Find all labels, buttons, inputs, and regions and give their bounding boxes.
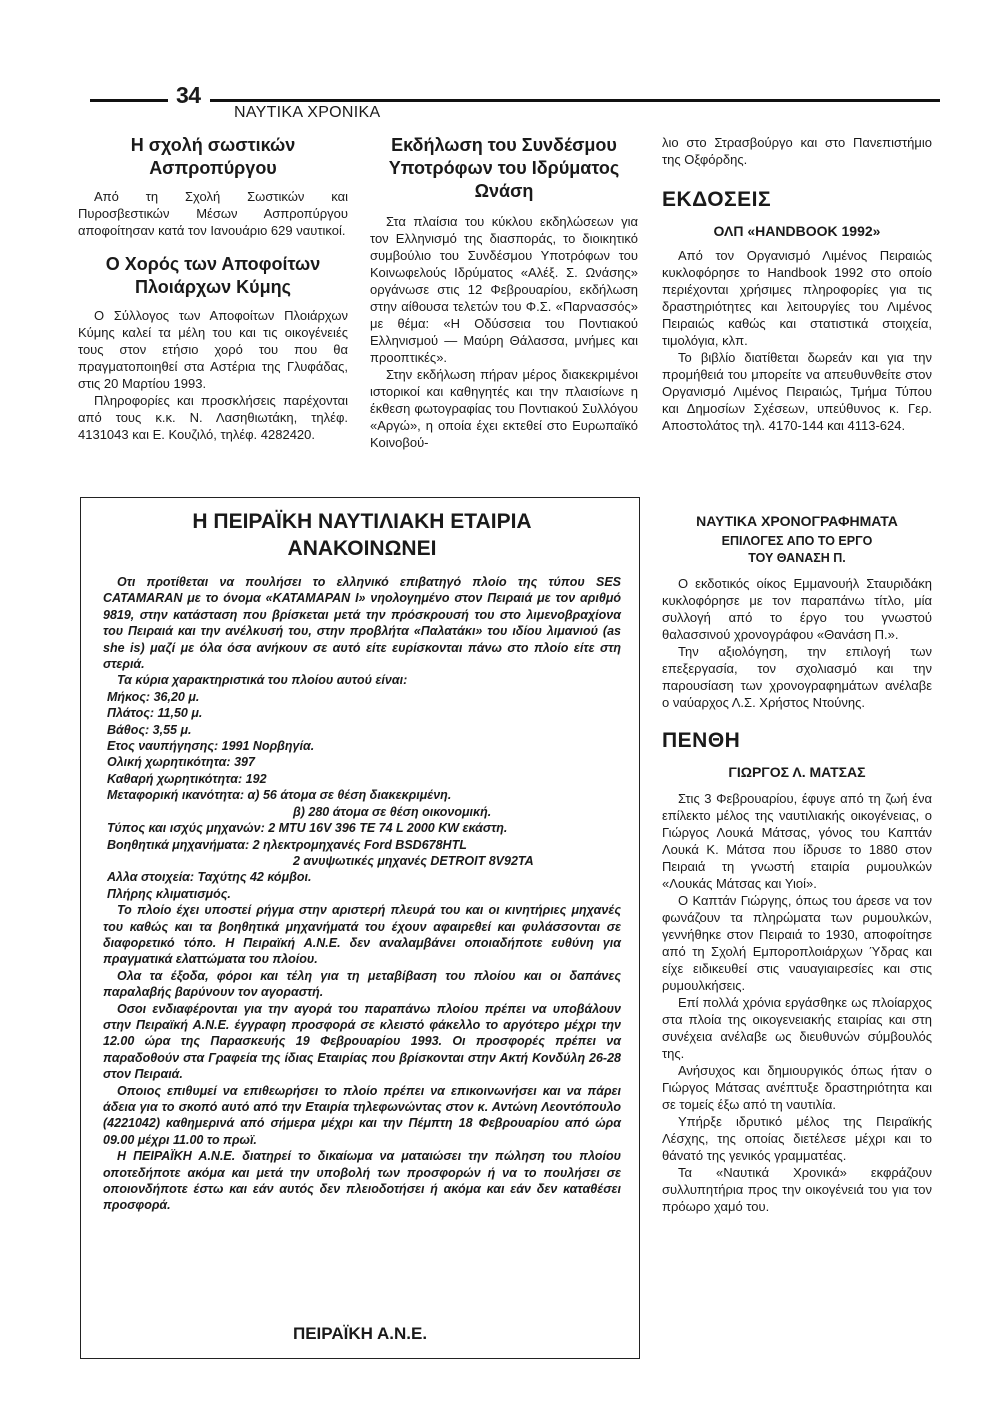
article-title-rescue-school: Η σχολή σωστικών Ασπροπύργου — [130, 135, 296, 178]
spec-capacity-b: β) 280 άτομα σε θέση οικονομική. — [293, 804, 492, 819]
announcement-paragraph: Η ΠΕΙΡΑΪΚΗ Α.Ν.Ε. διατηρεί το δικαίωμα να ματαιώσει την πώληση του πλοίου οποτεδήποτε ακόμα και μετά την υποβολή των προσφορών ή να το πουλήσει σε οποιονδήποτε έστω και εάν αυτός δεν πλειοδοτήσει ή ακόμα και εάν δεν καταθέσει προσφορά. — [103, 1149, 621, 1213]
announcement-intro: Οτι προτίθεται να πουλήσει το ελληνικό επιβατηγό πλοίο της τύπου SES CATAMARAN με το όνομα «ΚΑΤΑΜΑΡΑΝ Ι» νηολογημένο στον Πειραιά με τον αριθμό 9819, στην κατάσταση που βρίσκεται μετά την πρόσκρουσή του στο λιμενοβραχίονα του Πειραιά και την ανέλκυσή του, στην προβλήτα «Παλατάκι» του ιδίου λιμανιού (as she is) μαζί με όλα όσα ανήκουν σε αυτό είτε ευρίσκονται πάνω στο πλοίο είτε στη στεριά. — [103, 575, 621, 672]
spec-auxiliary-2: 2 ανυψωτικές μηχανές DETROIT 8V92TA — [293, 853, 534, 868]
article-paragraph: Την αξιολόγηση, την επιλογή των επεξεργασία, τον σχολιασμό και την παρουσίαση των χρονογραφημάτων ανέλαβε ο ναύαρχος Λ.Σ. Χρήστος Ντούνης. — [662, 644, 932, 710]
announcement-subtitle: ΑΝΑΚΟΙΝΩΝΕΙ — [287, 537, 437, 560]
article-paragraph: Στα πλαίσια του κύκλου εκδηλώσεων για τον Ελληνισμό της διασποράς, το διοικητικό συμβούλιο του Συνδέσμου Υποτρόφων του Κοινωφελούς Ιδρύματος «Αλέξ. Σ. Ωνάσης» οργάνωσε στις 12 Φεβρουαρίου, εκδήλωση στην αίθουσα τελετών του Φ.Σ. «Παρνασσός» με θέμα: «Η Οδύσσεια του Ποντιακού Ελληνισμού — Μαύρη Θάλασσα, μνήμες και προοπτικές». — [370, 214, 638, 365]
announcement-paragraph: Οποιος επιθυμεί να επιθεωρήσει το πλοίο πρέπει να επικοινωνήσει και να πάρει άδεια για το σκοπό αυτό από την Εταιρία τηλεφωνώντας στον κ. Αντώνη Λεοντόπουλο (4221042) καθημερινά από σήμερα μέχρι και την Πέμπτη 18 Φεβρουαρίου από ώρα 09.00 μέχρι 11.00 το πρωϊ. — [103, 1083, 621, 1147]
publication-name: ΝΑΥΤΙΚΑ ΧΡΟΝΙΚΑ — [234, 104, 381, 121]
announcement-signature: ΠΕΙΡΑΪΚΗ Α.Ν.Ε. — [292, 1324, 428, 1343]
article-title-captains-dance: Ο Χορός των Αποφοίτων Πλοιάρχων Κύμης — [105, 254, 321, 297]
section-title-publications: ΕΚΔΟΣΕΙΣ — [662, 188, 772, 211]
obituary-paragraph: Υπήρξε ιδρυτικό μέλος της Πειραϊκής Λέσχης, της οποίας διετέλεσε μέχρι και το θάνατό της γενικός γραμματέας. — [662, 1114, 932, 1163]
article-paragraph: Από τον Οργανισμό Λιμένος Πειραιώς κυκλοφόρησε το Handbook 1992 στο οποίο περιέχονται χρήσιμες πληροφορίες για τις δραστηριότητες και λειτουργίες του Λιμένος Πειραιώς καθώς και στατιστικά στοιχεία, τιμολόγια, κλπ. — [662, 248, 932, 348]
announcement-title: Η ΠΕΙΡΑΪΚΗ ΝΑΥΤΙΛΙΑΚΗ ΕΤΑΙΡΙΑ — [192, 510, 532, 533]
article-continuation: λιο στο Στρασβούργο και στο Πανεπιστήμιο της Οξφόρδης. — [662, 135, 932, 167]
header-rule-left — [90, 99, 168, 102]
article-paragraph: Ο εκδοτικός οίκος Εμμανουήλ Σταυριδάκη κυκλοφόρησε με τον παραπάνω τίτλο, μία συλλογή από το έργο του γνωστού θαλασσινού χρονογράφου «Θανάση Π.». — [662, 576, 932, 642]
column-3 — [662, 134, 932, 434]
spec-capacity-a: Μεταφορική ικανότητα: α) 56 άτομα σε θέση διακεκριμένη. — [107, 788, 452, 803]
spec-depth: Βάθος: 3,55 μ. — [107, 722, 192, 737]
spec-gross-tonnage: Ολική χωρητικότητα: 397 — [107, 755, 255, 770]
spec-net-tonnage: Καθαρή χωρητικότητα: 192 — [107, 771, 267, 786]
article-title-chronicles: ΝΑΥΤΙΚΑ ΧΡΟΝΟΓΡΑΦΗΜΑΤΑ — [696, 513, 898, 529]
article-paragraph: Ο Σύλλογος των Αποφοίτων Πλοιάρχων Κύμης καλεί τα μέλη του και τις οικογένειές τους στον ετήσιο χορό του που θα πραγματοποιηθεί στα Αστέρια της Γλυφάδας, στις 20 Μαρτίου 1993. — [78, 308, 348, 391]
announcement-paragraph: Οσοι ενδιαφέρονται για την αγορά του παραπάνω πλοίου πρέπει να υποβάλουν στην Πειραϊκή Α.Ν.Ε. έγγραφη προσφορά σε κλειστό φάκελλο το αργότερο μέχρι την 12.00 ώρα της Παρασκευής 19 Φεβρουαρίου 1993. Οι προσφορές πρέπει να παραδοθούν στα Γραφεία της ίδιας Εταιρίας που βρίσκονται στην Ακτή Κονδύλη 26-28 στον Πειραιά. — [103, 1001, 621, 1082]
column-1 — [78, 134, 348, 443]
announcement-paragraph: Το πλοίο έχει υποστεί ρήγμα στην αριστερή πλευρά του και οι κινητήριες μηχανές του καθώς και τα βοηθητικά μηχανήματά του έχουν αφαιρεθεί και φυλάσσονται σε διαφορετικό τόπο. Η Πειραϊκή Α.Ν.Ε. δεν αναλαμβάνει οποιαδήποτε ευθύνη για πραγματικά ελαττώματα του πλοίου. — [103, 903, 621, 967]
spec-year: Ετος ναυπήγησης: 1991 Νορβηγία. — [107, 739, 315, 754]
article-body-rescue-school: Από τη Σχολή Σωστικών και Πυροσβεστικών Μέσων Ασπροπύργου αποφοίτησαν κατά τον Ιανουάριο 629 ναυτικοί. — [78, 189, 348, 238]
obituary-name: ΓΙΩΡΓΟΣ Λ. ΜΑΤΣΑΣ — [728, 764, 866, 780]
column-2 — [370, 134, 638, 451]
page-number: 34 — [176, 82, 201, 108]
article-title-handbook: ΟΛΠ «HANDBOOK 1992» — [713, 223, 881, 239]
article-subtitle: ΕΠΙΛΟΓΕΣ ΑΠΟ ΤΟ ΕΡΓΟ — [721, 534, 873, 548]
sale-announcement-box — [80, 497, 640, 1359]
spec-engines: Τύπος και ισχύς μηχανών: 2 MTU 16V 396 TE 74 L 2000 KW εκάστη. — [107, 821, 508, 836]
section-title-obituaries: ΠΕΝΘΗ — [662, 729, 741, 752]
spec-other: Αλλα στοιχεία: Ταχύτης 42 κόμβοι. — [107, 870, 312, 885]
spec-length: Μήκος: 36,20 μ. — [107, 689, 200, 704]
spec-width: Πλάτος: 11,50 μ. — [107, 706, 203, 721]
article-subtitle: ΤΟΥ ΘΑΝΑΣΗ Π. — [748, 551, 846, 565]
obituary-paragraph: Επί πολλά χρόνια εργάσθηκε ως πλοίαρχος στα πλοία της οικογενειακής εταιρίας και στη συνέχεια ανέλαβε ως διευθυνών σύμβουλός της. — [662, 995, 932, 1061]
spec-auxiliary-1: Βοηθητικά μηχανήματα: 2 ηλεκτρομηχανές Ford BSD678HTL — [107, 837, 467, 852]
header-rule-right — [210, 99, 940, 102]
article-paragraph: Πληροφορίες και προσκλήσεις παρέχονται από τους κ.κ. Ν. Λασηθιωτάκη, τηλέφ. 4131043 και Ε. Κουζιλό, τηλέφ. 4282420. — [78, 393, 348, 442]
obituary-paragraph: Ανήσυχος και δημιουργικός όπως ήταν ο Γιώργος Μάτσας ανέπτυξε δραστηριότητα και σε τομείς έξω από τη ναυτιλία. — [662, 1063, 932, 1112]
article-paragraph: Στην εκδήλωση πήραν μέρος διακεκριμένοι ιστορικοί και καθηγητές και την πλαισίωνε η έκθεση φωτογραφίας του Ποντιακού Συλλόγου «Αργώ», η οποία έχει εκτεθεί στο Ευρωπαϊκό Κοινοβού- — [370, 367, 638, 450]
article-paragraph: Το βιβλίο διατίθεται δωρεάν και για την προμήθειά του μπορείτε να απευθυνθείτε στον Οργανισμό Λιμένος Πειραιώς, Τμήμα Τύπου και Δημοσίων Σχέσεων, υπεύθυνος κ. Γερ. Αποστολάτος τηλ. 4170-144 και 4113-624. — [662, 350, 932, 433]
obituary-paragraph: Στις 3 Φεβρουαρίου, έφυγε από τη ζωή ένα επίλεκτο μέλος της ναυτιλιακής οικογένειας, ο Γιώργος Λουκά Μάτσας, γόνος του Καπτάν Λουκά Κ. Μάτσα που ίδρυσε το 1880 στον Πειραιά τη γνωστή εταιρία ρυμουλκών «Λουκάς Μάτσας και Υιοί». — [662, 791, 932, 891]
spec-air-conditioning: Πλήρης κλιματισμός. — [107, 886, 231, 901]
article-title-onassis-event: Εκδήλωση του Συνδέσμου Υποτρόφων του Ιδρύματος Ωνάση — [388, 135, 620, 201]
announcement-paragraph: Ολα τα έξοδα, φόροι και τέλη για τη μεταβίβαση του πλοίου και οι δαπάνες παραλαβής βαρύνουν τον αγοραστή. — [103, 968, 621, 1000]
obituary-paragraph: Τα «Ναυτικά Χρονικά» εκφράζουν συλλυπητήρια προς την οικογένειά του για τον πρόωρο χαμό του. — [662, 1165, 932, 1214]
specs-heading: Τα κύρια χαρακτηριστικά του πλοίου αυτού είναι: — [117, 673, 408, 688]
announcement-body — [103, 574, 621, 1214]
column-3-lower — [662, 512, 932, 1215]
obituary-paragraph: Ο Καπτάν Γιώργης, όπως του άρεσε να τον φωνάζουν τα πληρώματα των ρυμουλκών, γεννήθηκε στον Πειραιά το 1930, αποφοίτησε από τη Σχολή Εμποροπλοιάρχων Ύδρας και είχε ειδικευθεί στις ναυαγιαιρεσίες και στις ρυμουλκήσεις. — [662, 893, 932, 993]
